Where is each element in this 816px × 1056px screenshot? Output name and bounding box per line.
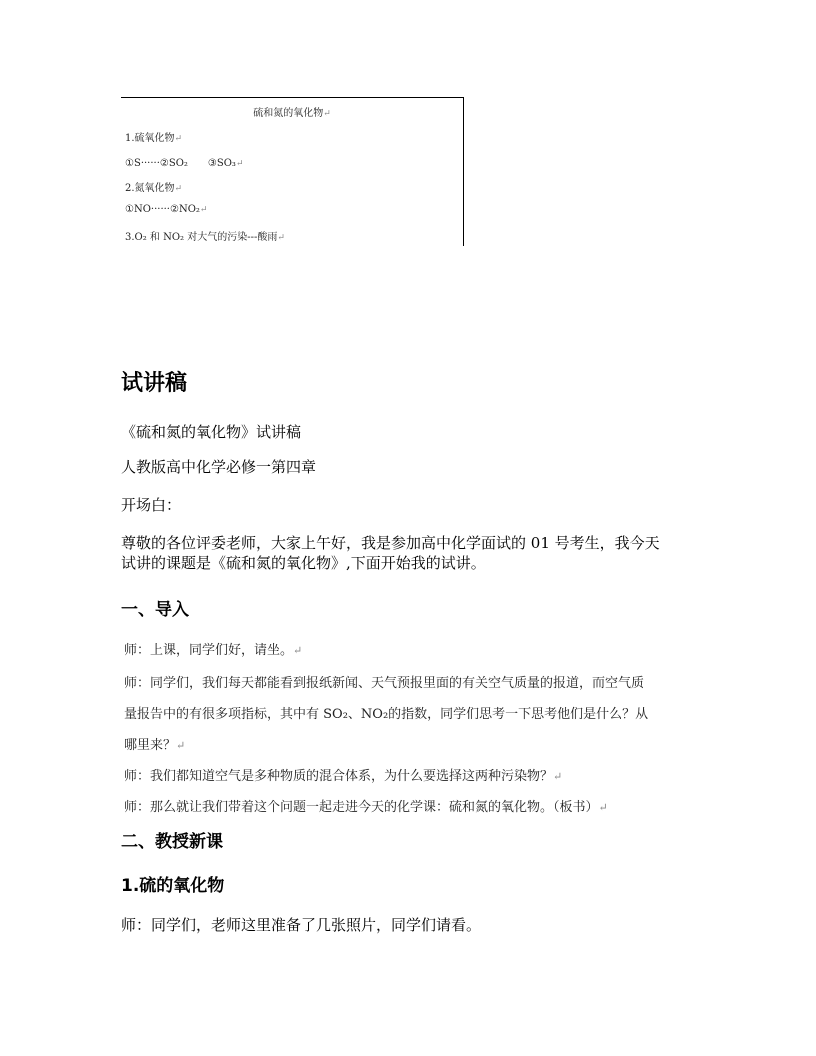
opening-paragraph-line-1: 尊敬的各位评委老师，大家上午好，我是参加高中化学面试的 01 号考生，我今天 <box>121 534 660 552</box>
section-heading-intro: 一、导入 <box>121 600 189 620</box>
dialog-line-3: 师：我们都知道空气是多种物质的混合体系，为什么要选择这两种污染物？↵ <box>124 769 563 784</box>
board-line-3: 2.氮氧化物↵ <box>125 183 183 194</box>
board-title: 硫和氮的氧化物↵ <box>253 108 331 119</box>
textbook-paragraph: 人教版高中化学必修一第四章 <box>121 458 317 476</box>
teacher-photos-paragraph: 师：同学们，老师这里准备了几张照片，同学们请看。 <box>121 916 482 934</box>
doc-title-paragraph: 《硫和氮的氧化物》试讲稿 <box>121 423 302 441</box>
board-line-2: ①S······②SO₂ ③SO₃↵ <box>125 158 244 169</box>
board-line-4: ①NO······②NO₂↵ <box>125 204 208 215</box>
dialog-line-1: 师：上课，同学们好，请坐。↵ <box>124 643 303 658</box>
page-title: 试讲稿 <box>121 371 188 396</box>
dialog-line-4: 师：那么就让我们带着这个问题一起走进今天的化学课：硫和氮的氧化物。（板书）↵ <box>124 800 608 815</box>
board-line-1: 1.硫氧化物↵ <box>125 133 183 144</box>
dialog-line-2c: 哪里来？↵ <box>124 738 186 753</box>
subsection-heading-sulfur-oxides: 1.硫的氧化物 <box>121 876 225 896</box>
board-outline-image <box>121 97 464 246</box>
opening-paragraph-line-2: 试讲的课题是《硫和氮的氧化物》,下面开始我的试讲。 <box>121 554 486 572</box>
dialog-line-2b: 量报告中的有很多项指标，其中有 SO₂、NO₂的指数，同学们思考一下思考他们是什么？从 <box>124 707 649 722</box>
section-heading-new-lesson: 二、教授新课 <box>121 832 223 852</box>
opening-label: 开场白： <box>121 496 182 514</box>
dialog-line-2a: 师：同学们，我们每天都能看到报纸新闻、天气预报里面的有关空气质量的报道，而空气质 <box>124 676 645 691</box>
board-line-5: 3.O₂ 和 NO₂ 对大气的污染---酸雨↵ <box>125 232 285 243</box>
